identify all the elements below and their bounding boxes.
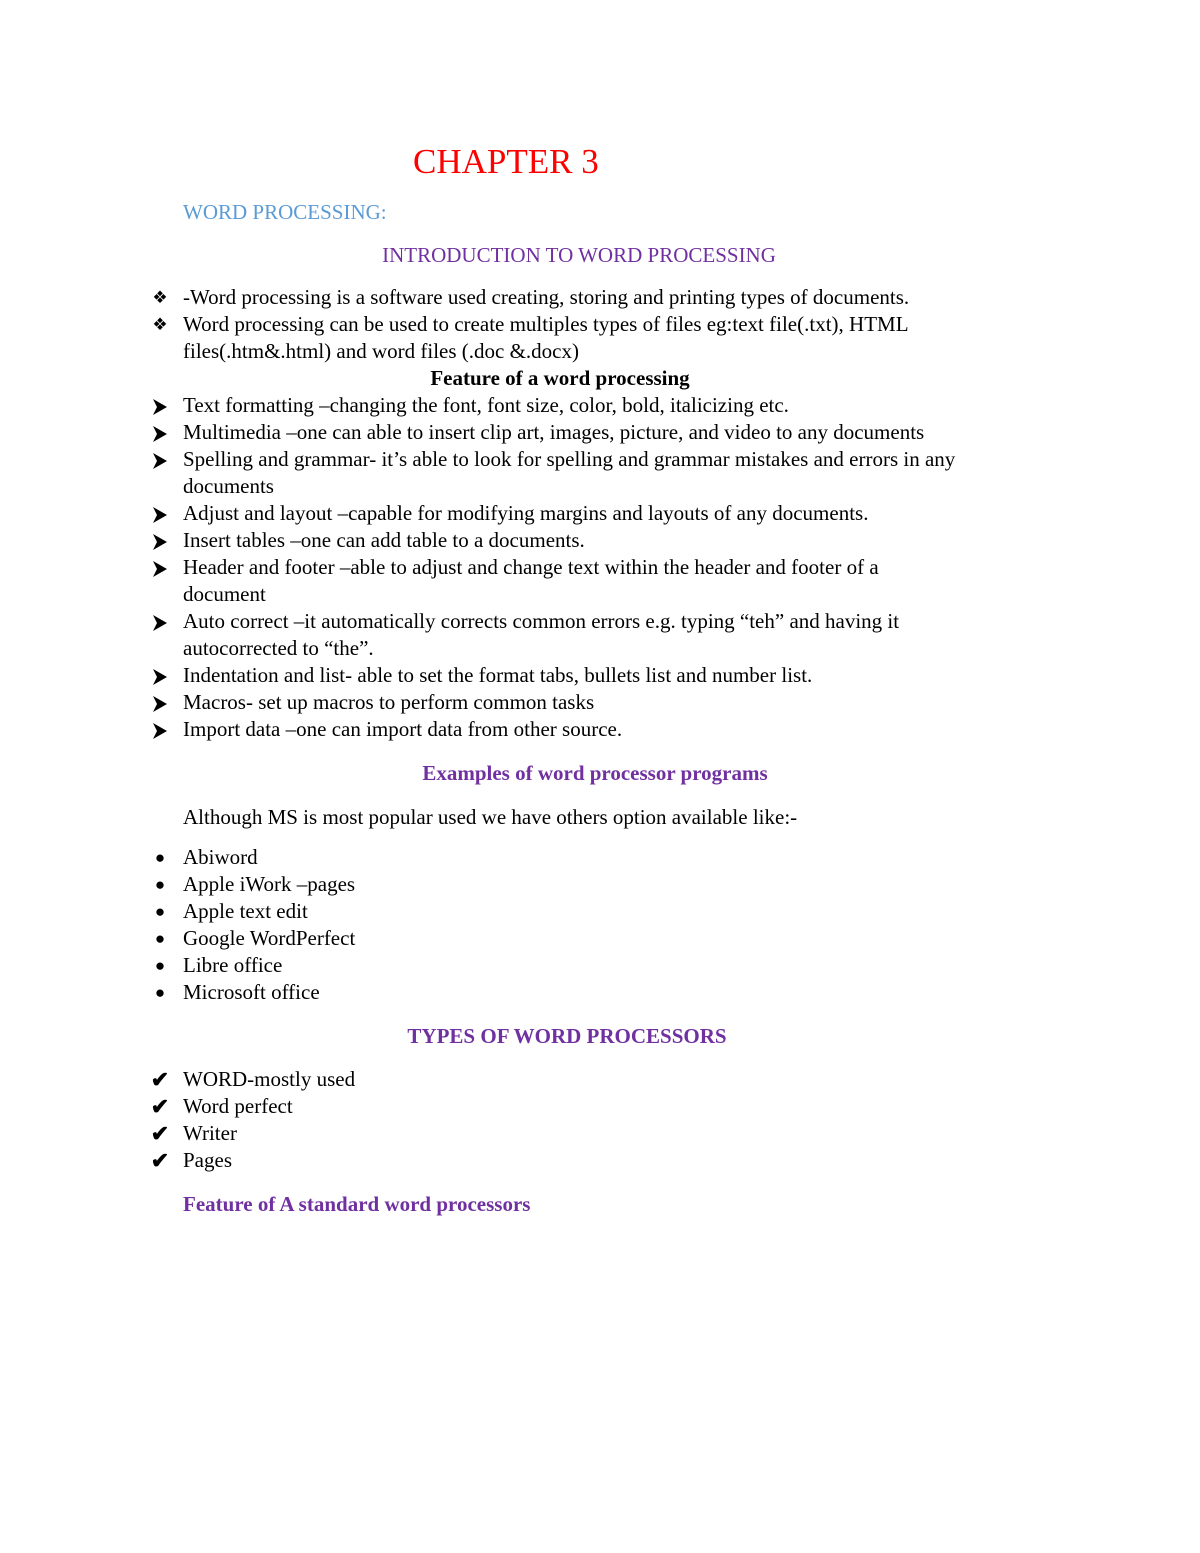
arrowhead-bullet-icon (148, 419, 172, 446)
checkmark-icon: ✔ (150, 1094, 170, 1119)
arrowhead-bullet-icon (148, 392, 172, 419)
list-item: Word perfect (183, 1094, 293, 1118)
examples-intro: Although MS is most popular used we have others option available like:- (183, 805, 798, 829)
list-item: Writer (183, 1121, 237, 1145)
standard-features-heading: Feature of A standard word processors (183, 1192, 531, 1216)
list-item: Header and footer –able to adjust and change text within the header and footer of a (183, 555, 879, 579)
list-item: Spelling and grammar- it’s able to look for spelling and grammar mistakes and errors in any (183, 447, 956, 471)
arrowhead-bullet-icon (148, 554, 172, 581)
arrowhead-bullet-icon (148, 608, 172, 635)
list-item: Import data –one can import data from other source. (183, 717, 623, 741)
list-item: -Word processing is a software used creating, storing and printing types of documents. (183, 285, 910, 309)
list-item: Apple text edit (183, 899, 308, 923)
list-item: Pages (183, 1148, 232, 1172)
arrowhead-bullet-icon (148, 716, 172, 743)
arrowhead-bullet-icon (148, 446, 172, 473)
list-item-continuation: document (183, 582, 266, 606)
list-item: Insert tables –one can add table to a documents. (183, 528, 585, 552)
list-item-continuation: documents (183, 474, 274, 498)
list-item: Adjust and layout –capable for modifying margins and layouts of any documents. (183, 501, 869, 525)
list-item: Libre office (183, 953, 283, 977)
list-item: Auto correct –it automatically corrects common errors e.g. typing “teh” and having it (183, 609, 900, 633)
arrowhead-bullet-icon (148, 500, 172, 527)
diamond-bullet-icon: ❖ (152, 288, 168, 307)
list-item: Apple iWork –pages (183, 872, 356, 896)
checkmark-icon: ✔ (150, 1067, 170, 1092)
round-bullet-icon: ● (154, 983, 166, 1002)
round-bullet-icon: ● (154, 848, 166, 867)
section-label: WORD PROCESSING: (183, 200, 387, 224)
list-item: Google WordPerfect (183, 926, 356, 950)
types-heading: TYPES OF WORD PROCESSORS (407, 1024, 727, 1048)
list-item: Microsoft office (183, 980, 320, 1004)
checkmark-icon: ✔ (150, 1148, 170, 1173)
round-bullet-icon: ● (154, 956, 166, 975)
arrowhead-bullet-icon (148, 689, 172, 716)
list-item: Abiword (183, 845, 258, 869)
diamond-bullet-icon: ❖ (152, 315, 168, 334)
list-item-continuation: files(.htm&.html) and word files (.doc &.docx) (183, 339, 579, 363)
list-item: Indentation and list- able to set the format tabs, bullets list and number list. (183, 663, 813, 687)
checkmark-icon: ✔ (150, 1121, 170, 1146)
list-item: Text formatting –changing the font, font size, color, bold, italicizing etc. (183, 393, 789, 417)
list-item: WORD-mostly used (183, 1067, 356, 1091)
round-bullet-icon: ● (154, 929, 166, 948)
list-item: Word processing can be used to create multiples types of files eg:text file(.txt), HTML (183, 312, 909, 336)
intro-heading: INTRODUCTION TO WORD PROCESSING (382, 243, 776, 267)
chapter-title: CHAPTER 3 (413, 142, 599, 181)
features-heading: Feature of a word processing (430, 366, 690, 390)
arrowhead-bullet-icon (148, 527, 172, 554)
round-bullet-icon: ● (154, 902, 166, 921)
list-item-continuation: autocorrected to “the”. (183, 636, 374, 660)
list-item: Multimedia –one can able to insert clip art, images, picture, and video to any documents (183, 420, 925, 444)
round-bullet-icon: ● (154, 875, 166, 894)
list-item: Macros- set up macros to perform common tasks (183, 690, 595, 714)
arrowhead-bullet-icon (148, 662, 172, 689)
examples-heading: Examples of word processor programs (422, 761, 768, 785)
